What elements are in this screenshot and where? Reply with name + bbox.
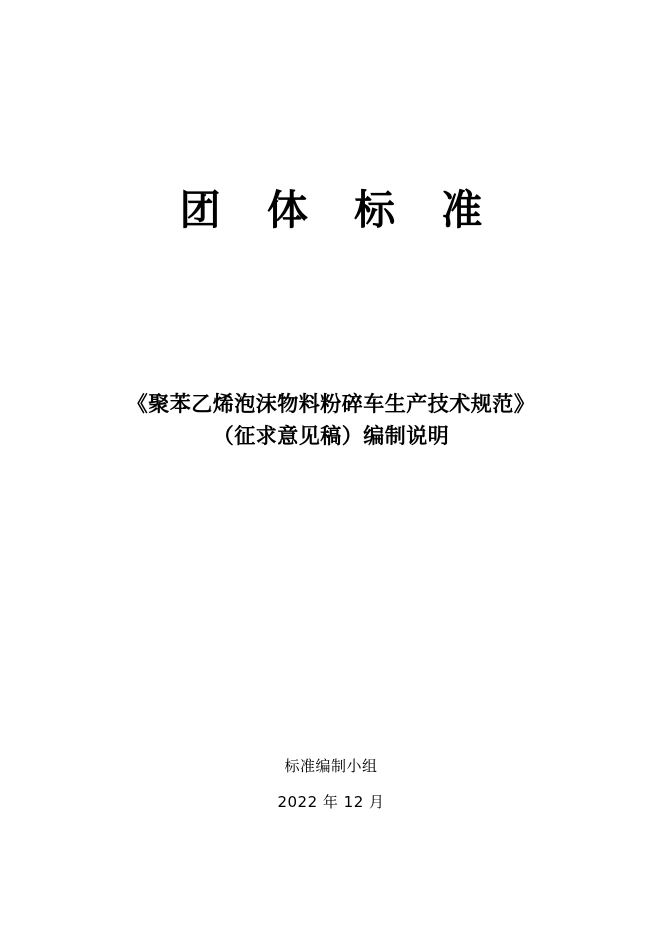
document-date: 2022 年 12 月 <box>277 793 385 811</box>
document-type-heading: 团 体 标 准 <box>179 186 499 234</box>
document-author-group: 标准编制小组 <box>284 757 378 775</box>
document-title-line-1: 《聚苯乙烯泡沫物料粉碎车生产技术规范》 <box>126 392 536 416</box>
document-title-line-2: （征求意见稿）编制说明 <box>212 424 450 448</box>
document-footer <box>0 748 662 820</box>
document-title <box>0 388 662 452</box>
